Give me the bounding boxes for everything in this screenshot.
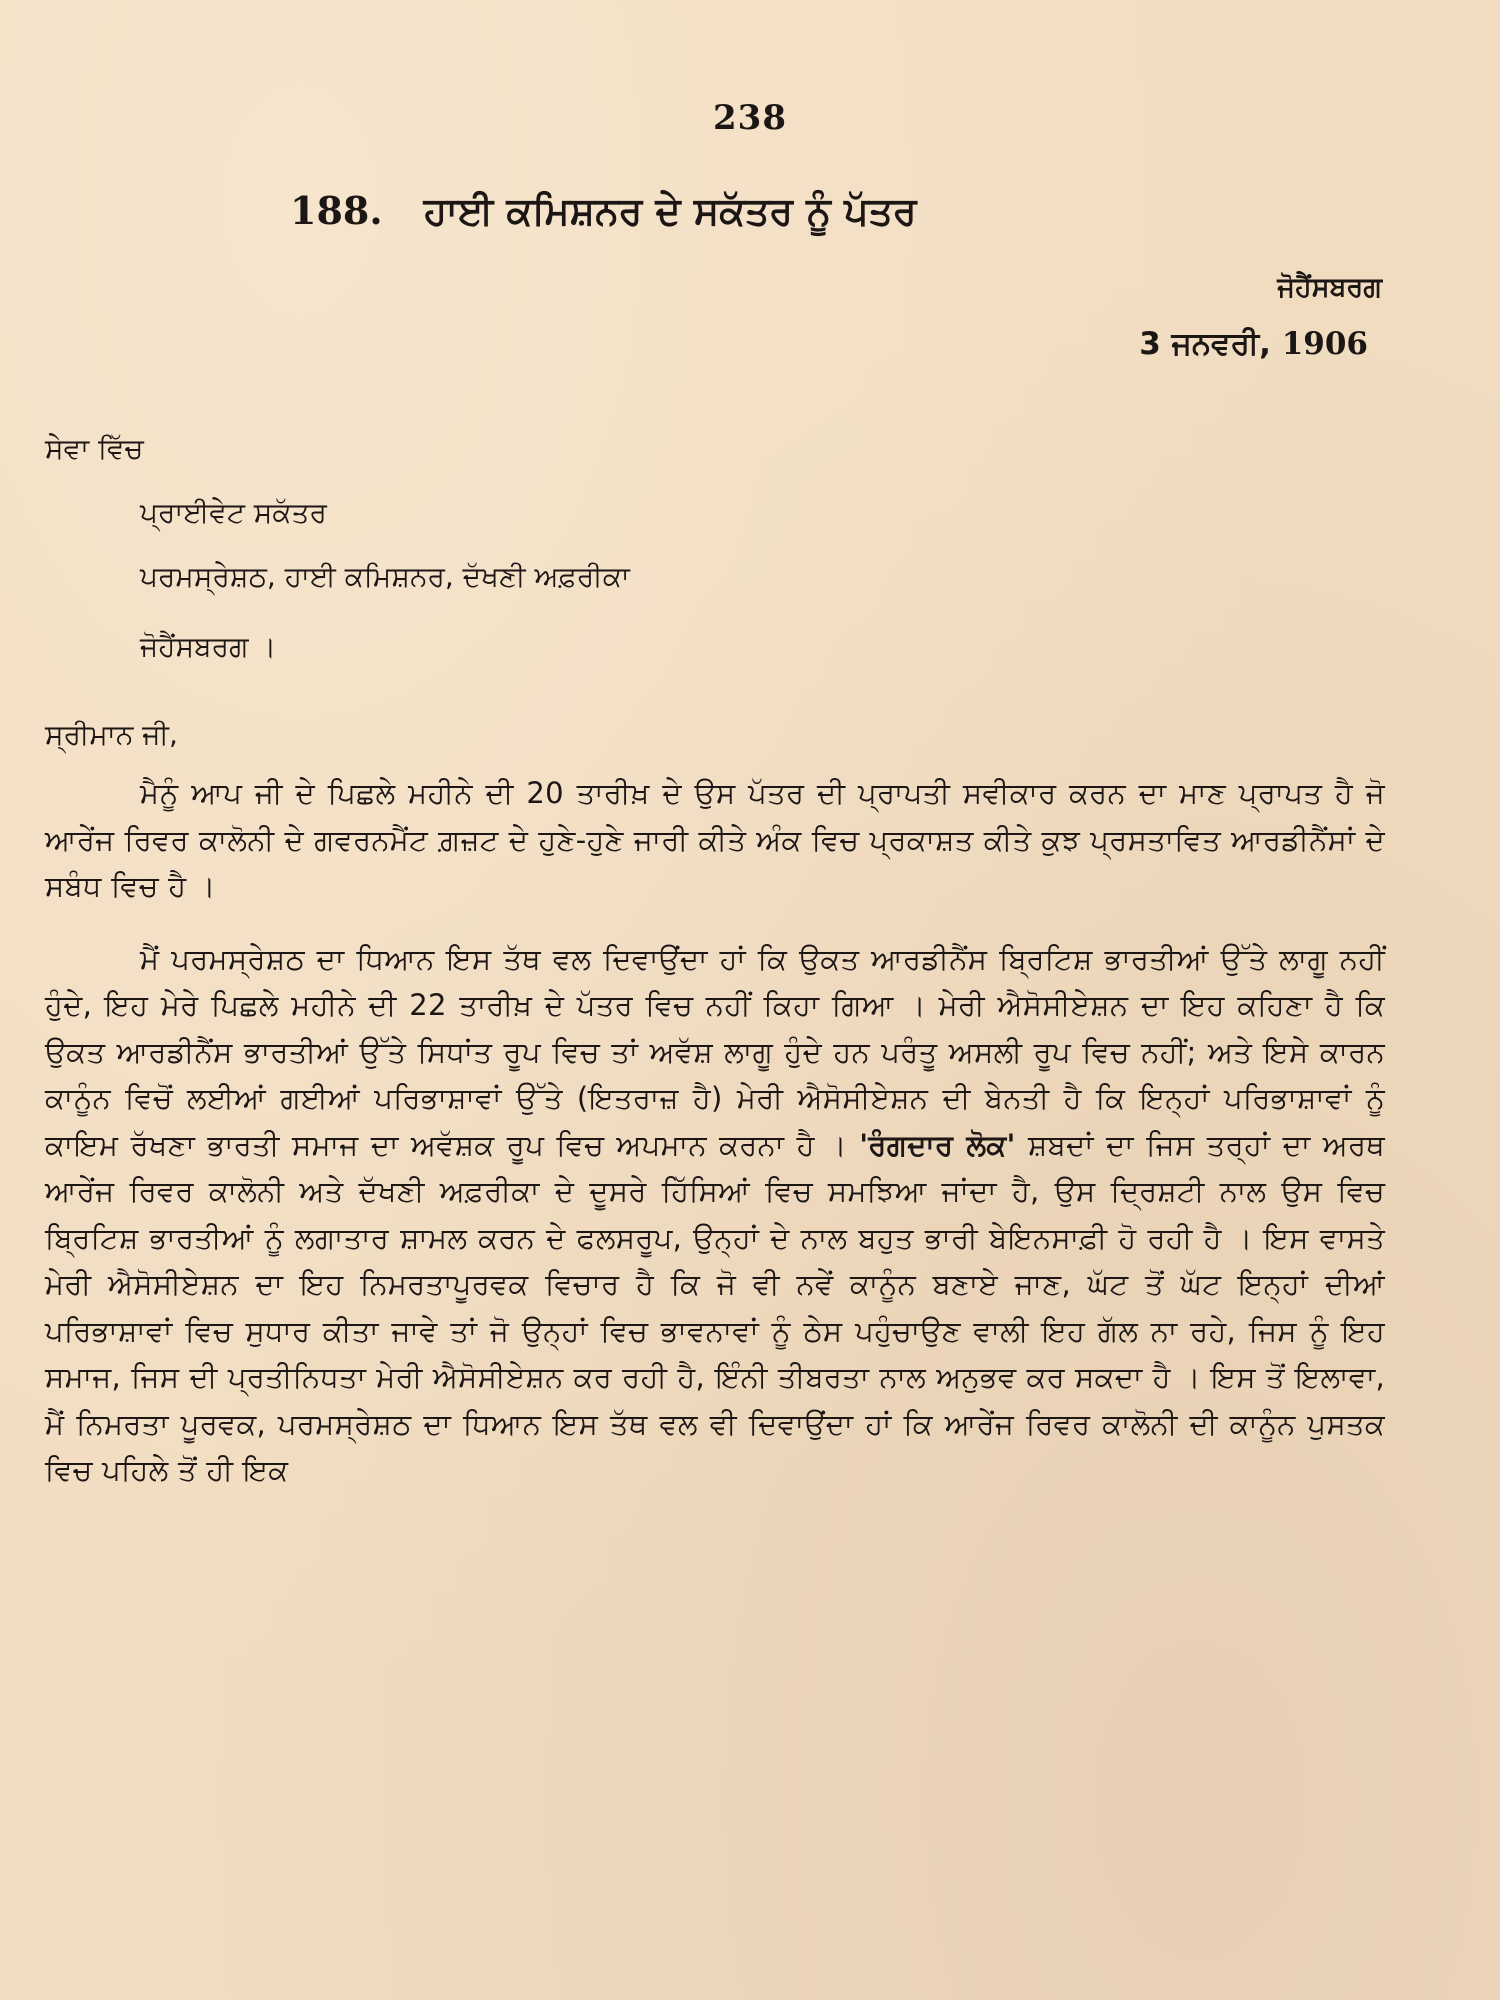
emphasis-term: 'ਰੰਗਦਾਰ ਲੋਕ' xyxy=(859,1127,1016,1162)
letter-heading xyxy=(290,188,917,234)
paragraph-2-end: ਸ਼ਬਦਾਂ ਦਾ ਜਿਸ ਤਰ੍ਹਾਂ ਦਾ ਅਰਥ ਆਰੇਂਜ ਰਿਵਰ ਕਾਲੋਨੀ ਅਤੇ ਦੱਖਣੀ ਅਫ਼ਰੀਕਾ ਦੇ ਦੂਸਰੇ ਹਿੱਸਿਆਂ ਵਿਚ ਸਮਝਿਆ ਜਾਂਦਾ ਹੈ, ਉਸ ਦ੍ਰਿਸ਼ਟੀ ਨਾਲ ਉਸ ਵਿਚ ਬ੍ਰਿਟਿਸ਼ ਭਾਰਤੀਆਂ ਨੂੰ ਲਗਾਤਾਰ ਸ਼ਾਮਲ ਕਰਨ ਦੇ ਫਲਸਰੂਪ, ਉਨ੍ਹਾਂ ਦੇ ਨਾਲ ਬਹੁਤ ਭਾਰੀ ਬੇਇਨਸਾਫ਼ੀ ਹੋ ਰਹੀ ਹੈ । ਇਸ ਵਾਸਤੇ ਮੇਰੀ ਐਸੋਸੀਏਸ਼ਨ ਦਾ ਇਹ ਨਿਮਰਤਾਪੂਰਵਕ ਵਿਚਾਰ ਹੈ ਕਿ ਜੋ ਵੀ ਨਵੇਂ ਕਾਨੂੰਨ ਬਣਾਏ ਜਾਣ, ਘੱਟ ਤੋਂ ਘੱਟ ਇਨ੍ਹਾਂ ਦੀਆਂ ਪਰਿਭਾਸ਼ਾਵਾਂ ਵਿਚ ਸੁਧਾਰ ਕੀਤਾ ਜਾਵੇ ਤਾਂ ਜੋ ਉਨ੍ਹਾਂ ਵਿਚ ਭਾਵਨਾਵਾਂ ਨੂੰ ਠੇਸ ਪਹੁੰਚਾਉਣ ਵਾਲੀ ਇਹ ਗੱਲ ਨਾ ਰਹੇ, ਜਿਸ ਨੂੰ ਇਹ ਸਮਾਜ, ਜਿਸ ਦੀ ਪ੍ਰਤੀਨਿਧਤਾ ਮੇਰੀ ਐਸੋਸੀਏਸ਼ਨ ਕਰ ਰਹੀ ਹੈ, ਇੰਨੀ ਤੀਬਰਤਾ ਨਾਲ ਅਨੁਭਵ ਕਰ ਸਕਦਾ ਹੈ । ਇਸ ਤੋਂ ਇਲਾਵਾ, ਮੈਂ ਨਿਮਰਤਾ ਪੂਰਵਕ, ਪਰਮਸ੍ਰੇਸ਼ਠ ਦਾ ਧਿਆਨ ਇਸ ਤੱਥ ਵਲ ਵੀ ਦਿਵਾਉਂਦਾ ਹਾਂ ਕਿ ਆਰੇਂਜ ਰਿਵਰ ਕਾਲੋਨੀ ਦੀ ਕਾਨੂੰਨ ਪੁਸਤਕ ਵਿਚ ਪਹਿਲੇ ਤੋਂ ਹੀ ਇਕ xyxy=(45,1127,1385,1487)
address-line-3: ਜੋਹੈਂਸਬਰਗ । xyxy=(140,630,277,663)
to-label: ਸੇਵਾ ਵਿੱਚ xyxy=(45,432,144,465)
address-line-1: ਪ੍ਰਾਈਵੇਟ ਸਕੱਤਰ xyxy=(140,496,327,529)
letter-date xyxy=(1139,326,1368,363)
paragraph-2 xyxy=(45,936,1385,1494)
address-line-2: ਪਰਮਸ੍ਰੇਸ਼ਠ, ਹਾਈ ਕਮਿਸ਼ਨਰ, ਦੱਖਣੀ ਅਫ਼ਰੀਕਾ xyxy=(140,560,630,593)
letter-number: 188. xyxy=(290,188,383,233)
paragraph-1: ਮੈਨੂੰ ਆਪ ਜੀ ਦੇ ਪਿਛਲੇ ਮਹੀਨੇ ਦੀ 20 ਤਾਰੀਖ਼ ਦੇ ਉਸ ਪੱਤਰ ਦੀ ਪ੍ਰਾਪਤੀ ਸਵੀਕਾਰ ਕਰਨ ਦਾ ਮਾਣ ਪ੍ਰਾਪਤ ਹੈ ਜੋ ਆਰੇਂਜ ਰਿਵਰ ਕਾਲੋਨੀ ਦੇ ਗਵਰਨਮੈਂਟ ਗ਼ਜ਼ਟ ਦੇ ਹੁਣੇ-ਹੁਣੇ ਜਾਰੀ ਕੀਤੇ ਅੰਕ ਵਿਚ ਪ੍ਰਕਾਸ਼ਤ ਕੀਤੇ ਕੁਝ ਪ੍ਰਸਤਾਵਿਤ ਆਰਡੀਨੈਂਸਾਂ ਦੇ ਸਬੰਧ ਵਿਚ ਹੈ । xyxy=(45,776,1385,903)
letter-body xyxy=(45,770,1385,1494)
greeting: ਸ੍ਰੀਮਾਨ ਜੀ, xyxy=(45,718,178,751)
page-number: 238 xyxy=(713,98,787,138)
paragraph-2-start: ਮੈਂ ਪਰਮਸ੍ਰੇਸ਼ਠ ਦਾ ਧਿਆਨ ਇਸ ਤੱਥ ਵਲ ਦਿਵਾਉਂਦਾ ਹਾਂ ਕਿ ਉਕਤ ਆਰਡੀਨੈਂਸ ਬ੍ਰਿਟਿਸ਼ ਭਾਰਤੀਆਂ ਉੱਤੇ ਲਾਗੂ ਨਹੀਂ ਹੁੰਦੇ, ਇਹ ਮੇਰੇ ਪਿਛਲੇ ਮਹੀਨੇ ਦੀ 22 ਤਾਰੀਖ਼ ਦੇ ਪੱਤਰ ਵਿਚ ਨਹੀਂ ਕਿਹਾ ਗਿਆ । ਮੇਰੀ ਐਸੋਸੀਏਸ਼ਨ ਦਾ ਇਹ ਕਹਿਣਾ ਹੈ ਕਿ ਉਕਤ ਆਰਡੀਨੈਂਸ ਭਾਰਤੀਆਂ ਉੱਤੇ ਸਿਧਾਂਤ ਰੂਪ ਵਿਚ ਤਾਂ ਅਵੱਸ਼ ਲਾਗੂ ਹੁੰਦੇ ਹਨ ਪਰੰਤੂ ਅਸਲੀ ਰੂਪ ਵਿਚ ਨਹੀਂ; ਅਤੇ ਇਸੇ ਕਾਰਨ ਕਾਨੂੰਨ ਵਿਚੋਂ ਲਈਆਂ ਗਈਆਂ ਪਰਿਭਾਸ਼ਾਵਾਂ ਉੱਤੇ (ਇਤਰਾਜ਼ ਹੈ) ਮੇਰੀ ਐਸੋਸੀਏਸ਼ਨ ਦੀ ਬੇਨਤੀ ਹੈ ਕਿ ਇਨ੍ਹਾਂ ਪਰਿਭਾਸ਼ਾਵਾਂ ਨੂੰ ਕਾਇਮ ਰੱਖਣਾ ਭਾਰਤੀ ਸਮਾਜ ਦਾ ਅਵੱਸ਼ਕ ਰੂਪ ਵਿਚ ਅਪਮਾਨ ਕਰਨਾ ਹੈ । xyxy=(45,941,1385,1162)
letter-place: ਜੋਹੈਂਸਬਰਗ xyxy=(1277,272,1382,303)
letter-date-day-month: 3 ਜਨਵਰੀ, xyxy=(1139,326,1271,362)
letter-date-year: 1906 xyxy=(1281,326,1368,362)
letter-title: ਹਾਈ ਕਮਿਸ਼ਨਰ ਦੇ ਸਕੱਤਰ ਨੂੰ ਪੱਤਰ xyxy=(423,189,917,233)
